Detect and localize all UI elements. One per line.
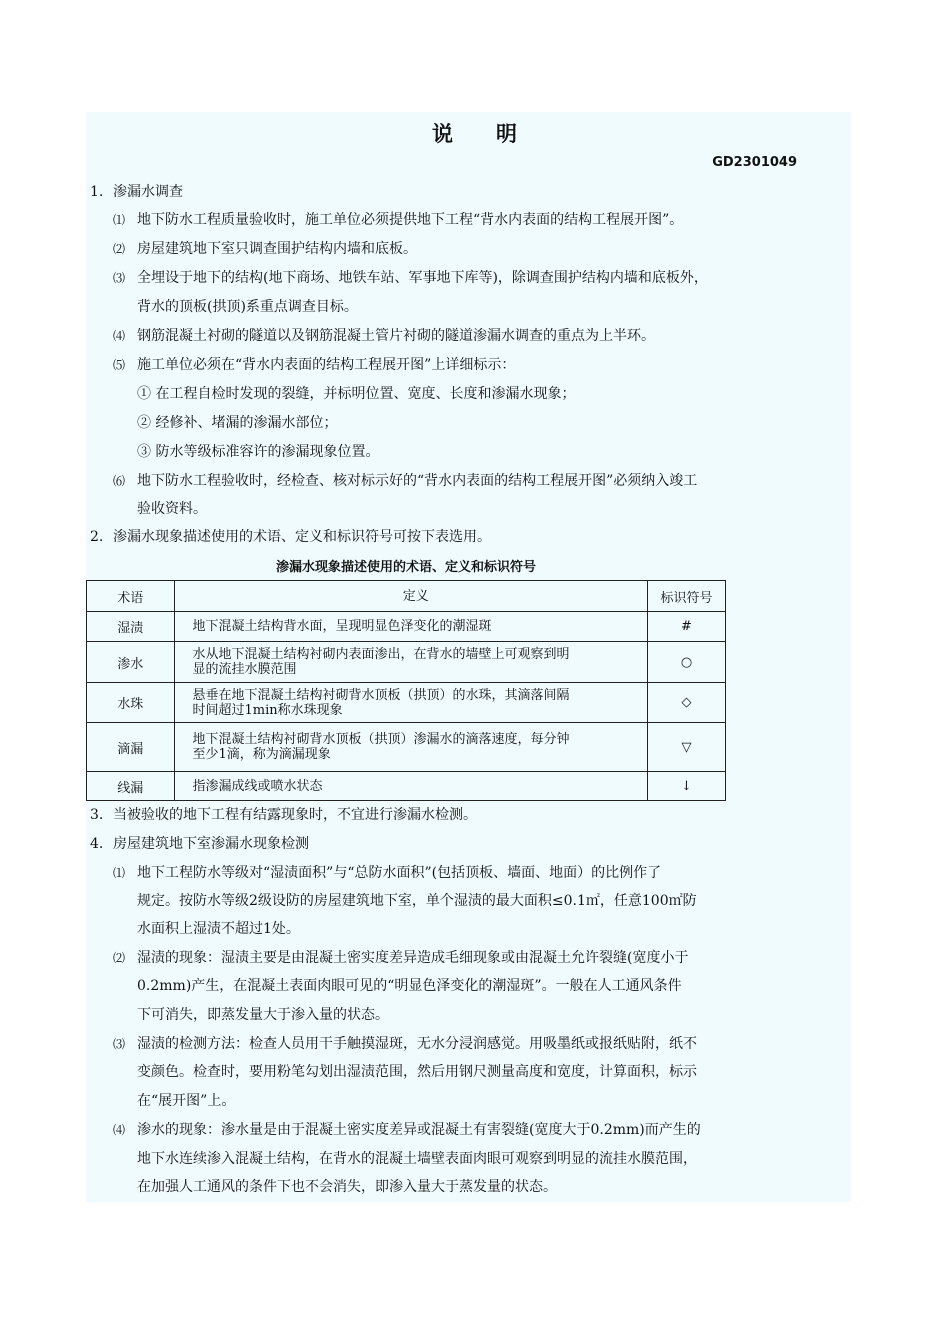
item-4-1: ⑴ 地下工程防水等级对“湿渍面积”与“总防水面积”(包括顶板、墙面、地面）的比例作了 (113, 865, 662, 881)
item-1-4: ⑷ 钢筋混凝土衬砌的隧道以及钢筋混凝土管片衬砌的隧道渗漏水调查的重点为上半环。 (113, 328, 655, 344)
row-definition: 地下混凝土结构背水面，呈现明显色泽变化的潮湿斑 (174, 612, 647, 642)
row-term: 湿渍 (87, 612, 175, 642)
table-row (87, 683, 726, 723)
item-1-5: ⑸ 施工单位必须在“背水内表面的结构工程展开图”上详细标示： (113, 357, 516, 373)
row-definition: 悬垂在地下混凝土结构衬砌背水顶板（拱顶）的水珠，其滴落间隔 时间超过1min称水珠现象 (174, 683, 647, 723)
table-row (87, 612, 726, 642)
row-symbol: ◇ (648, 683, 726, 723)
item-1-3-cont: 背水的顶板(拱顶)系重点调查目标。 (137, 299, 358, 315)
item-4-3-cont-1: 变颜色。检查时，要用粉笔勾划出湿渍范围，然后用钢尺测量高度和宽度，计算面积，标示 (137, 1064, 697, 1080)
row-term: 水珠 (87, 683, 175, 723)
row-definition: 指渗漏成线或喷水状态 (174, 772, 647, 801)
item-4-2-cont-2: 下可消失，即蒸发量大于渗入量的状态。 (137, 1007, 389, 1023)
item-1-5-sub-3: ③ 防水等级标准容许的渗漏现象位置。 (137, 444, 380, 460)
row-term: 滴漏 (87, 723, 175, 772)
row-definition: 地下混凝土结构衬砌背水顶板（拱顶）渗漏水的滴落速度，每分钟 至少1滴，称为滴漏现象 (174, 723, 647, 772)
table-row (87, 642, 726, 683)
terms-table (86, 580, 726, 801)
table-row (87, 723, 726, 772)
item-1-3: ⑶ 全埋设于地下的结构(地下商场、地铁车站、军事地下库等)，除调查围护结构内墙和底板外， (113, 270, 708, 286)
header-symbol: 标识符号 (648, 581, 726, 612)
row-symbol: ↓ (648, 772, 726, 801)
item-4-4-cont-1: 地下水连续渗入混凝土结构，在背水的混凝土墙壁表面肉眼可观察到明显的流挂水膜范围， (137, 1151, 697, 1167)
item-1-1: ⑴ 地下防水工程质量验收时，施工单位必须提供地下工程“背水内表面的结构工程展开图”。 (113, 212, 684, 228)
item-4-1-cont-2: 水面积上湿渍不超过1处。 (137, 921, 300, 937)
item-1-6-cont: 验收资料。 (137, 501, 207, 517)
table-header-row (87, 581, 726, 612)
item-4-4-cont-2: 在加强人工通风的条件下也不会消失，即渗入量大于蒸发量的状态。 (137, 1179, 557, 1195)
table-caption: 渗漏水现象描述使用的术语、定义和标识符号 (275, 560, 536, 575)
item-4-3-cont-2: 在“展开图”上。 (137, 1093, 236, 1109)
header-term: 术语 (87, 581, 175, 612)
row-symbol: ▽ (648, 723, 726, 772)
section-1-heading: 1. 渗漏水调查 (90, 184, 183, 200)
row-term: 线漏 (87, 772, 175, 801)
table-row (87, 772, 726, 801)
row-definition: 水从地下混凝土结构衬砌内表面渗出，在背水的墙壁上可观察到明 显的流挂水膜范围 (174, 642, 647, 683)
section-3-heading: 3. 当被验收的地下工程有结露现象时，不宜进行渗漏水检测。 (90, 807, 477, 823)
row-symbol: # (648, 612, 726, 642)
item-1-2: ⑵ 房屋建筑地下室只调查围护结构内墙和底板。 (113, 241, 417, 257)
item-4-2: ⑵ 湿渍的现象：湿渍主要是由混凝土密实度差异造成毛细现象或由混凝土允许裂缝(宽度小于 (113, 950, 689, 966)
section-2-heading: 2. 渗漏水现象描述使用的术语、定义和标识符号可按下表选用。 (90, 529, 491, 545)
item-4-1-cont-1: 规定。按防水等级2级设防的房屋建筑地下室，单个湿渍的最大面积≤0.1㎡，任意100㎡防 (137, 893, 697, 909)
row-term: 渗水 (87, 642, 175, 683)
item-1-5-sub-1: ① 在工程自检时发现的裂缝，并标明位置、宽度、长度和渗漏水现象； (137, 386, 576, 402)
item-4-3: ⑶ 湿渍的检测方法：检查人员用干手触摸湿斑，无水分浸润感觉。用吸墨纸或报纸贴附，纸不 (113, 1036, 697, 1052)
item-1-6: ⑹ 地下防水工程验收时，经检查、核对标示好的“背水内表面的结构工程展开图”必须纳入竣工 (113, 473, 698, 489)
page-title: 说 明 (432, 122, 518, 146)
item-4-4: ⑷ 渗水的现象：渗水量是由于混凝土密实度差异或混凝土有害裂缝(宽度大于0.2mm)而产生的 (113, 1122, 701, 1138)
section-4-heading: 4. 房屋建筑地下室渗漏水现象检测 (90, 836, 309, 852)
item-4-2-cont-1: 0.2mm)产生，在混凝土表面肉眼可见的“明显色泽变化的潮湿斑”。一般在人工通风条件 (137, 978, 682, 994)
header-definition: 定义 (174, 581, 647, 612)
item-1-5-sub-2: ② 经修补、堵漏的渗漏水部位； (137, 415, 338, 431)
document-code: GD2301049 (712, 155, 797, 170)
row-symbol: ○ (648, 642, 726, 683)
